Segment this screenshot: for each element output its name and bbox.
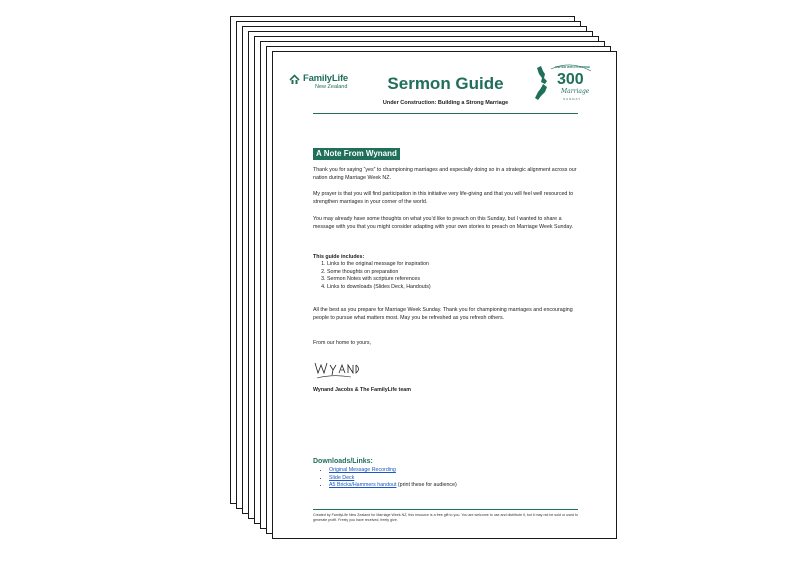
note-paragraph-1-text: Thank you for saying “yes” to championing marriages and especially doing so in a strategic alignment across our nation during Marriage Week NZ. bbox=[313, 167, 577, 181]
includes-label: This guide includes: bbox=[313, 254, 365, 260]
footer-divider bbox=[313, 509, 578, 510]
list-item bbox=[329, 482, 457, 490]
note-paragraph-2 bbox=[313, 190, 578, 206]
badge-script: Marriage bbox=[561, 88, 590, 95]
signoff: Wynand Jacobs & The FamilyLife team bbox=[313, 387, 411, 393]
list-item bbox=[329, 467, 457, 475]
list-item: 4. Links to downloads (Slides Deck, Handouts) bbox=[327, 284, 578, 292]
slide-deck-link[interactable]: Slide Deck bbox=[329, 474, 355, 481]
original-message-link[interactable]: Original Message Recording bbox=[329, 467, 396, 473]
list-item bbox=[329, 475, 457, 483]
brand-subtitle: New Zealand bbox=[315, 84, 348, 90]
includes-list bbox=[313, 261, 578, 291]
guide-includes bbox=[313, 253, 578, 291]
note-paragraph-4 bbox=[313, 306, 578, 322]
sermon-guide-page bbox=[272, 51, 617, 539]
note-paragraph-3-text: You may already have some thoughts on what you’d like to preach on this Sunday, but I wanted to share a message with you that you might consider adapting with your own stories to preach on Marriage Week Sunday. bbox=[313, 216, 574, 230]
handout-link[interactable]: A5 Bricks/Hammers handout bbox=[329, 482, 397, 488]
header-divider bbox=[313, 113, 578, 114]
signature-icon bbox=[313, 359, 363, 381]
note-paragraph-3 bbox=[313, 215, 578, 231]
badge-number: 300 bbox=[557, 71, 584, 88]
note-paragraph-1 bbox=[313, 166, 578, 182]
page-subtitle: Under Construction: Building a Strong Marriage bbox=[382, 100, 509, 106]
closing-line bbox=[313, 339, 578, 347]
downloads-list bbox=[313, 467, 457, 490]
handwritten-signature bbox=[313, 359, 363, 386]
page-title: Sermon Guide bbox=[387, 74, 504, 93]
badge-top-text: UNITED WITH PURPOSE bbox=[555, 65, 591, 69]
closing-text: From our home to yours, bbox=[313, 340, 371, 346]
list-item: 1. Links to the original message for inspiration bbox=[327, 261, 578, 269]
footnote: Created by FamilyLife New Zealand for Marriage Week NZ, this resource is a free gift to you. You are welcome to use and distribute it, but it may not be sold or used to generate profit. Freely you have received, freely give. bbox=[313, 513, 579, 522]
downloads-heading: Downloads/Links: bbox=[313, 458, 373, 465]
list-item: 3. Sermon Notes with scripture references bbox=[327, 276, 578, 284]
marriage-sunday-badge bbox=[531, 62, 601, 106]
note-paragraph-4-text: All the best as you prepare for Marriage Week Sunday. Thank you for championing marriages and encouraging people to pursue what matters most. May you be refreshed as you refresh others. bbox=[313, 307, 573, 321]
handout-note: (print these for audience) bbox=[396, 482, 457, 488]
note-heading: A Note From Wynand bbox=[313, 148, 400, 160]
list-item: 2. Some thoughts on preparation bbox=[327, 269, 578, 277]
note-paragraph-2-text: My prayer is that you will find participation in this initiative very life-giving and that you will feel well resourced to strengthen marriages in your corner of the world. bbox=[313, 191, 574, 205]
badge-bottom-text: SUNDAY bbox=[563, 97, 582, 101]
brand-name: FamilyLife bbox=[303, 73, 348, 84]
